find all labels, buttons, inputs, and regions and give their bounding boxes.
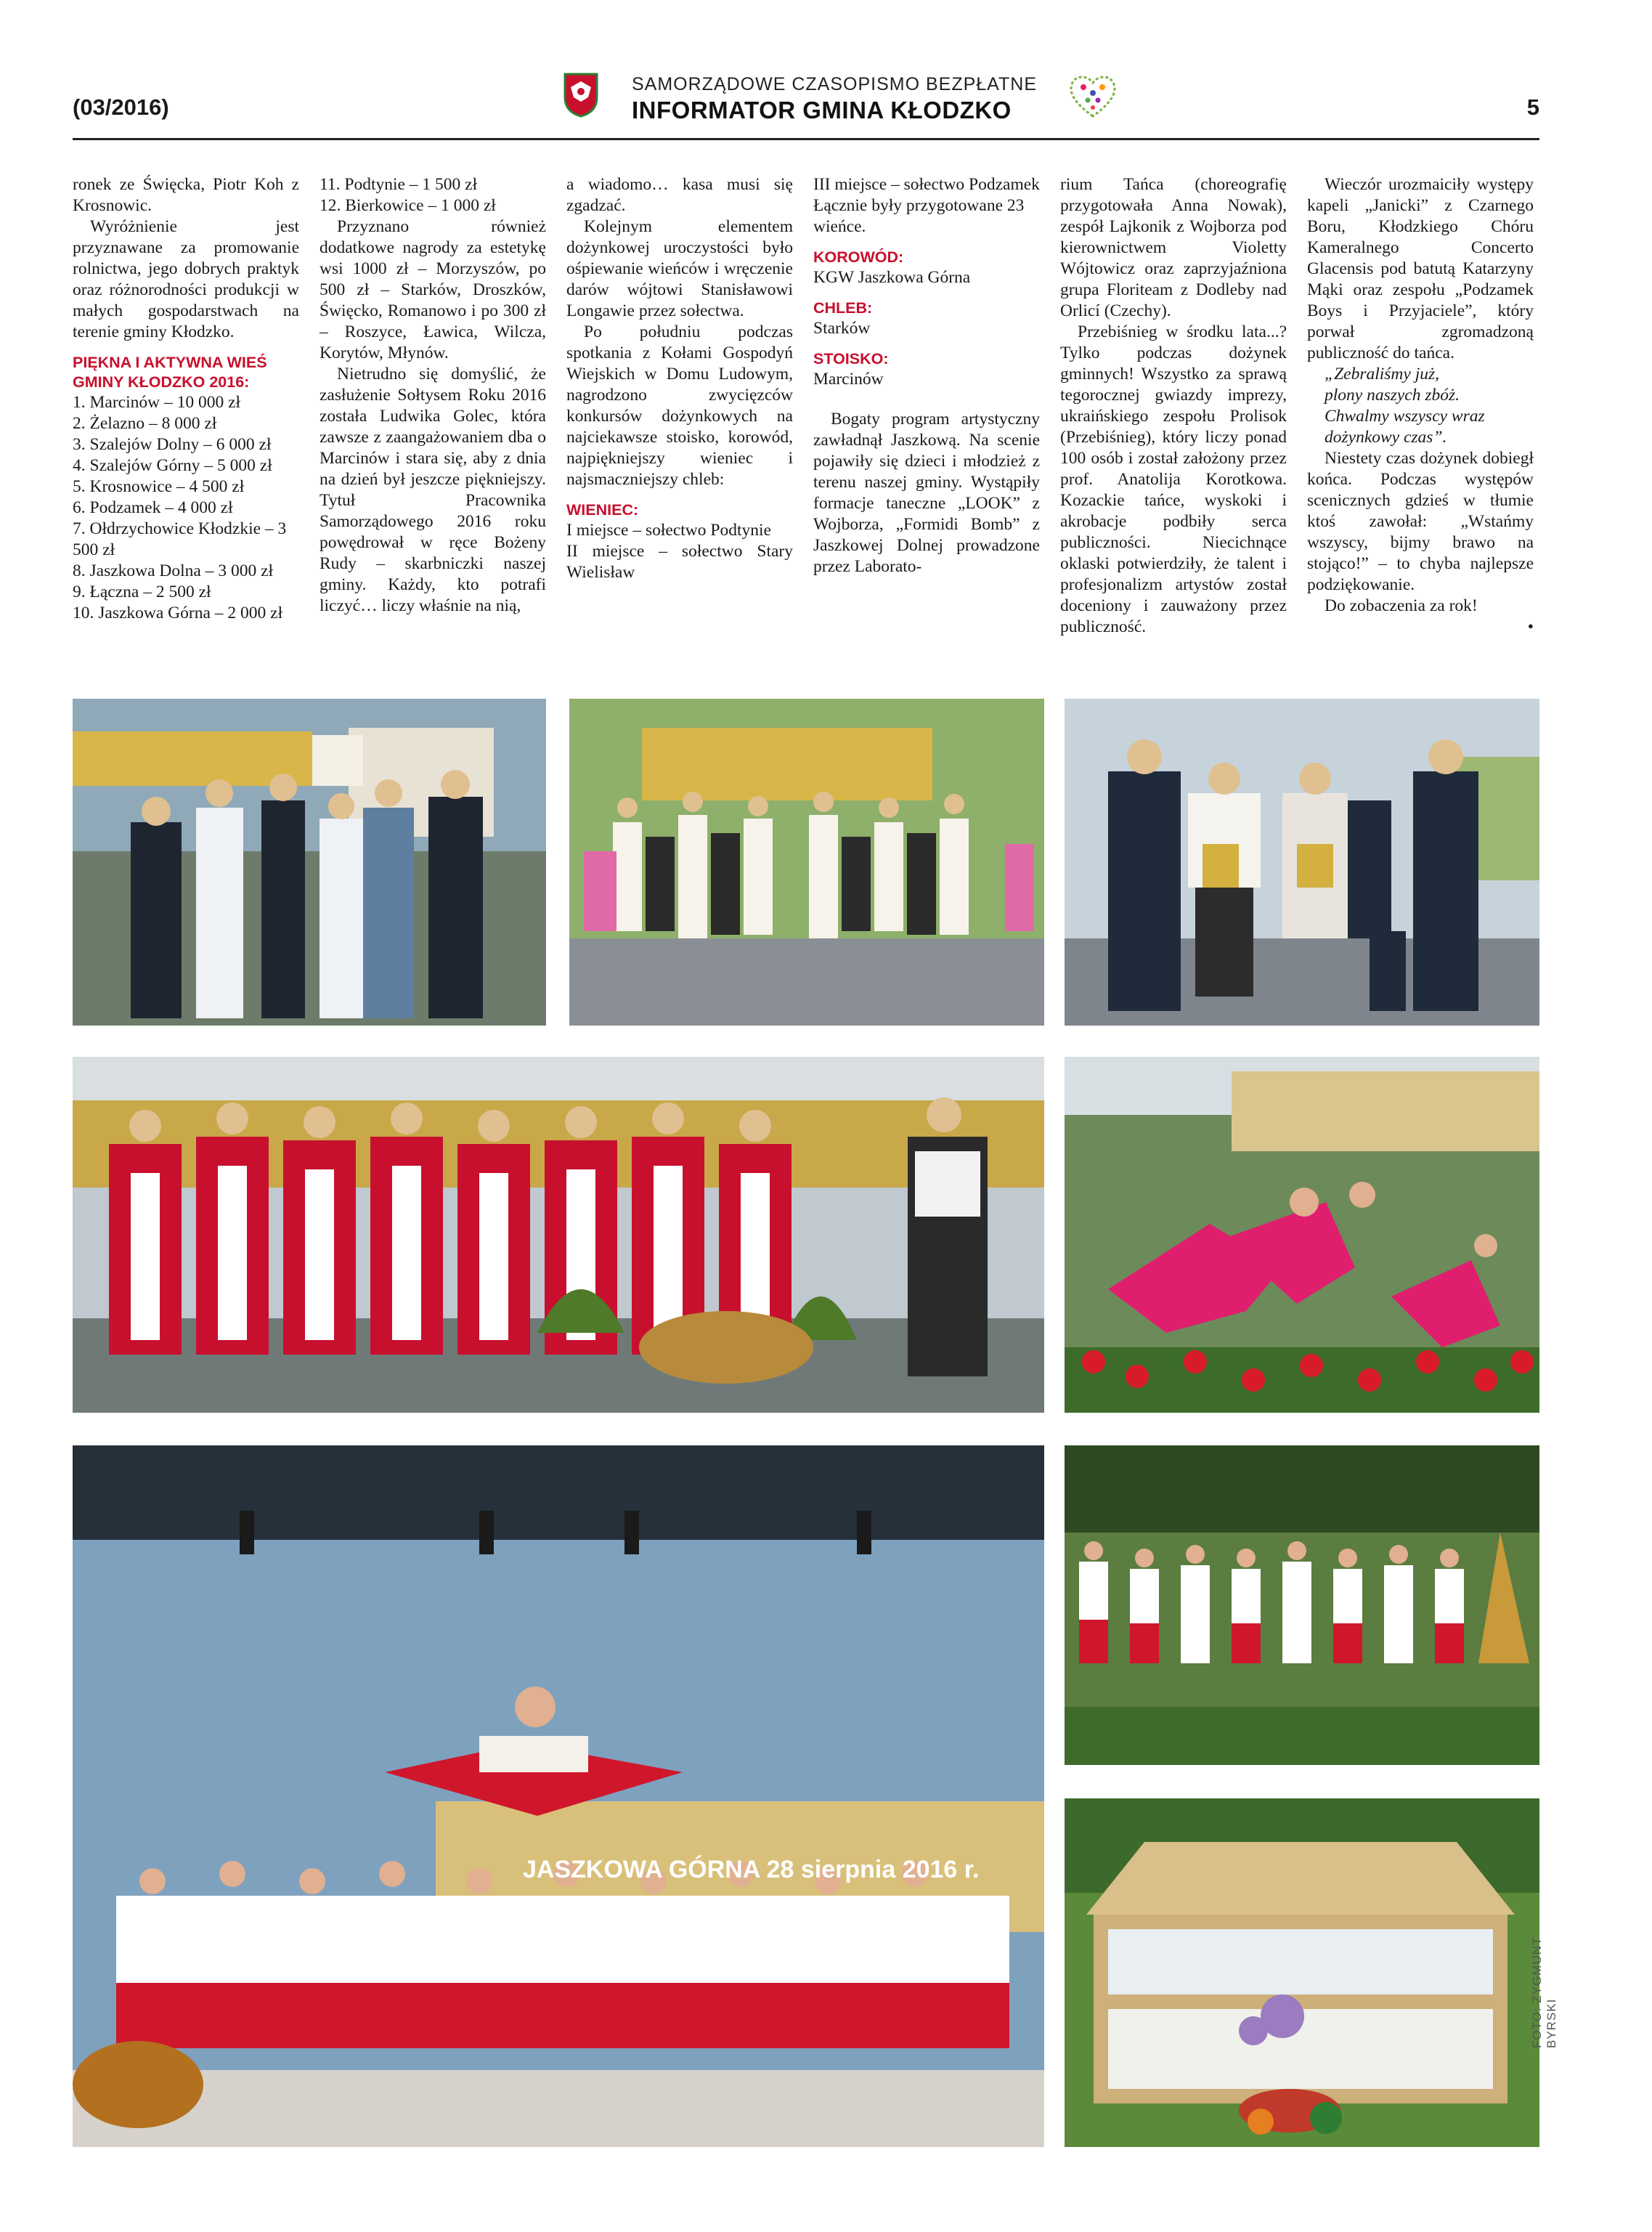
list-item: 7. Ołdrzychowice Kłodzkie – 3 500 zł <box>73 519 287 559</box>
paragraph: Przebiśnieg w środku lata...? Tylko podczas dożynek gminnych! Wszystko za sprawą tegorocznej gwiazdy imprezy, ukraińskiego zespołu Prolisok (Przebiśnieg), który liczy ponad 100 osób i został założony przez prof. Anatolija Korotkowa. Kozackie tańce, wyskoki i akrobacje podbiły serca publiczności. Niecichnące oklaski potwierdziły, że talent i profesjonalizm artystów został doceniony i zauważony przez publiczność. <box>1060 322 1287 636</box>
paragraph: Wyróżnienie jest przyznawane za promowanie rolnictwa, jego dobrych praktyk oraz różnorodności produkcji w małych gospodarstwach na terenie gminy Kłodzko. <box>73 217 299 341</box>
paragraph: Do zobaczenia za rok! <box>1325 596 1478 615</box>
heart-logo-icon <box>1067 71 1118 119</box>
paragraph: Łącznie były przygotowane 23 wieńce. <box>813 196 1025 236</box>
list-item: 1. Marcinów – 10 000 zł <box>73 393 241 412</box>
coat-of-arms-icon <box>563 73 598 118</box>
photo-cossack-dancers <box>73 1445 1044 2147</box>
list-item: 9. Łączna – 2 500 zł <box>73 583 211 601</box>
paragraph: Bogaty program artystyczny zawładnął Jaszkową. Na scenie pojawiły się dzieci i młodzież z terenu naszej gminy. Wystąpiły formacje taneczne „LOOK” z Wojborza, „Formidi Bomb” z Jaszkowej Dolnej prowadzone przez Laborato- <box>813 410 1040 576</box>
photo-children-folk-group <box>1065 1445 1539 1765</box>
list-item: 3. Szalejów Dolny – 6 000 zł <box>73 435 272 454</box>
issue-number: (03/2016) <box>73 94 169 120</box>
list-item: 10. Jaszkowa Górna – 2 000 zł <box>73 604 283 622</box>
column-2 <box>320 174 546 617</box>
column-1 <box>73 174 299 624</box>
photo-village-delegations <box>569 699 1044 1026</box>
paragraph: a wiadomo… kasa musi się zgadzać. <box>566 175 793 215</box>
masthead <box>632 74 1067 124</box>
result-line: Starków <box>813 319 871 338</box>
photo-credit: FOTO: ZYGMUNT BYRSKI <box>1530 1936 1558 2048</box>
article-columns <box>73 174 1539 654</box>
result-line: I miejsce – sołectwo Podtynie <box>566 521 771 540</box>
masthead-subtitle: SAMORZĄDOWE CZASOPISMO BEZPŁATNE <box>632 74 1037 94</box>
column-5 <box>1060 174 1287 638</box>
section-heading: KOROWÓD: <box>813 248 904 266</box>
list-item: 4. Szalejów Górny – 5 000 zł <box>73 456 272 475</box>
list-item: 11. Podtynie – 1 500 zł <box>320 175 478 194</box>
paragraph: Przyznano również dodatkowe nagrody za estetykę wsi 1000 zł – Morzyszów, po 500 zł – Starków, Droszków, Święcko, Romanowo i po 300 zł – Roszyce, Ławica, Wilcza, Korytów, Młynów. <box>320 217 546 362</box>
header-rule <box>73 138 1539 140</box>
column-6 <box>1307 174 1534 638</box>
quote-line: plony naszych zbóż. <box>1325 386 1460 405</box>
column-4 <box>813 174 1040 577</box>
list-item: 8. Jaszkowa Dolna – 3 000 zł <box>73 561 274 580</box>
paragraph: Po południu podczas spotkania z Kołami Gospodyń Wiejskich w Domu Ludowym, nagrodzono zwycięzców konkursów dożynkowych na najciekawsze stoisko, korowód, najpiękniejszy wieniec i najsmaczniejszy chleb: <box>566 322 793 489</box>
paragraph: Kolejnym elementem dożynkowej uroczystości było ośpiewanie wieńców i wręczenie darów wójtowi Stanisławowi Longawie przez sołectwa. <box>566 217 793 320</box>
result-line: III miejsce – sołectwo Podzamek <box>813 175 1040 194</box>
paragraph: Wieczór urozmaiciły występy kapeli „Janicki” z Czarnego Boru, Kłodzkiego Chóru Kameralnego Concerto Glacensis pod batutą Katarzyny Mąki oraz zespołu „Podzamek Boys i Przyjaciele”, który porwał zgromadzoną publiczność do tańca. <box>1307 175 1534 362</box>
end-mark: • <box>1527 617 1534 636</box>
stage-banner-text: JASZKOWA GÓRNA 28 sierpnia 2016 r. <box>523 1856 980 1883</box>
list-item: 12. Bierkowice – 1 000 zł <box>320 196 496 215</box>
result-line: Marcinów <box>813 370 884 389</box>
result-line: II miejsce – sołectwo Stary Wielisław <box>566 542 793 582</box>
section-heading: WIENIEC: <box>566 501 639 519</box>
paragraph: Niestety czas dożynek dobiegł końca. Podczas występów scenicznych gdzieś w tłumie ktoś zawołał: „Wstańmy wszyscy, bijmy brawo na stojąco!” – to chyba najlepsze podziękowanie. <box>1307 449 1534 594</box>
photo-harvest-stand <box>1065 1798 1539 2147</box>
page-number: 5 <box>1526 94 1539 120</box>
quote-line: dożynkowy czas”. <box>1325 428 1447 447</box>
section-heading: STOISKO: <box>813 350 889 368</box>
list-item: 5. Krosnowice – 4 500 zł <box>73 477 245 496</box>
section-heading: CHLEB: <box>813 299 873 317</box>
photo-honorees <box>1065 699 1539 1026</box>
section-heading: PIĘKNA I AKTYWNA WIEŚ GMINY KŁODZKO 2016: <box>73 354 267 391</box>
paragraph: rium Tańca (choreografię przygotowała Anna Nowak), zespół Lajkonik z Wojborza pod kierownictwem Violetty Wójtowicz oraz zaprzyjaźniona grupa Floriteam z Dodleby nad Orlicí (Czechy). <box>1060 175 1287 320</box>
list-item: 2. Żelazno – 8 000 zł <box>73 414 217 433</box>
result-line: KGW Jaszkowa Górna <box>813 268 971 287</box>
photo-folk-choir <box>73 1057 1044 1413</box>
photo-dancers-pink <box>1065 1057 1539 1413</box>
column-3 <box>566 174 793 583</box>
quote-line: Chwalmy wszyscy wraz <box>1325 407 1485 426</box>
list-item: 6. Podzamek – 4 000 zł <box>73 498 233 517</box>
paragraph: ronek ze Święcka, Piotr Koh z Krosnowic. <box>73 175 299 215</box>
quote-line: „Zebraliśmy już, <box>1325 365 1439 384</box>
photo-award-winners <box>73 699 546 1026</box>
masthead-title: INFORMATOR GMINA KŁODZKO <box>632 97 1012 123</box>
paragraph: Nietrudno się domyślić, że zasłużenie Sołtysem Roku 2016 została Ludwika Golec, która zawsze z zaangażowaniem dba o Marcinów i stara się, aby z dnia na dzień był jeszcze piękniejszy. Tytuł Pracownika Samorządowego 2016 roku powędrował w ręce Bożeny Rudy – skarbniczki naszej gminy. Każdy, kto potrafi liczyć… liczy właśnie na nią, <box>320 365 546 615</box>
page-header <box>73 67 1539 139</box>
